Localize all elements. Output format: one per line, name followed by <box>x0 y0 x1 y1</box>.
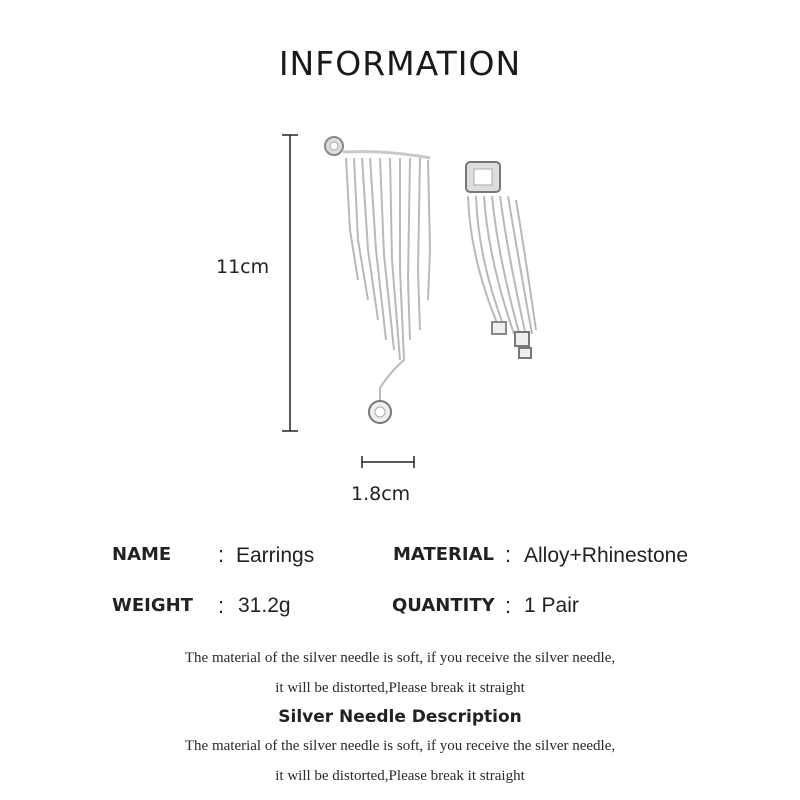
height-label: 11cm <box>216 256 270 278</box>
right-earring <box>466 162 536 358</box>
name-colon: : <box>218 542 225 567</box>
weight-value: 31.2g <box>238 594 291 617</box>
name-value: Earrings <box>236 544 315 567</box>
note-line-3: The material of the silver needle is soft, if you receive the silver needle, <box>184 738 616 754</box>
quantity-label: QUANTITY <box>392 595 495 616</box>
note-line-4: it will be distorted,Please break it straight <box>275 768 525 784</box>
weight-label: WEIGHT <box>112 595 193 616</box>
width-dimension-line <box>362 456 414 468</box>
page-title: INFORMATION <box>278 44 522 83</box>
left-earring <box>325 137 430 423</box>
material-colon: : <box>505 542 512 567</box>
quantity-colon: : <box>505 593 512 618</box>
note-line-1: The material of the silver needle is soft, if you receive the silver needle, <box>184 650 616 666</box>
note-heading: Silver Needle Description <box>278 707 522 727</box>
material-label: MATERIAL <box>393 544 494 565</box>
height-dimension-line <box>282 135 298 431</box>
material-value: Alloy+Rhinestone <box>524 544 689 567</box>
quantity-value: 1 Pair <box>524 594 579 617</box>
name-label: NAME <box>112 544 172 565</box>
note-line-2: it will be distorted,Please break it straight <box>275 680 525 696</box>
weight-colon: : <box>218 593 225 618</box>
width-label: 1.8cm <box>351 483 411 505</box>
